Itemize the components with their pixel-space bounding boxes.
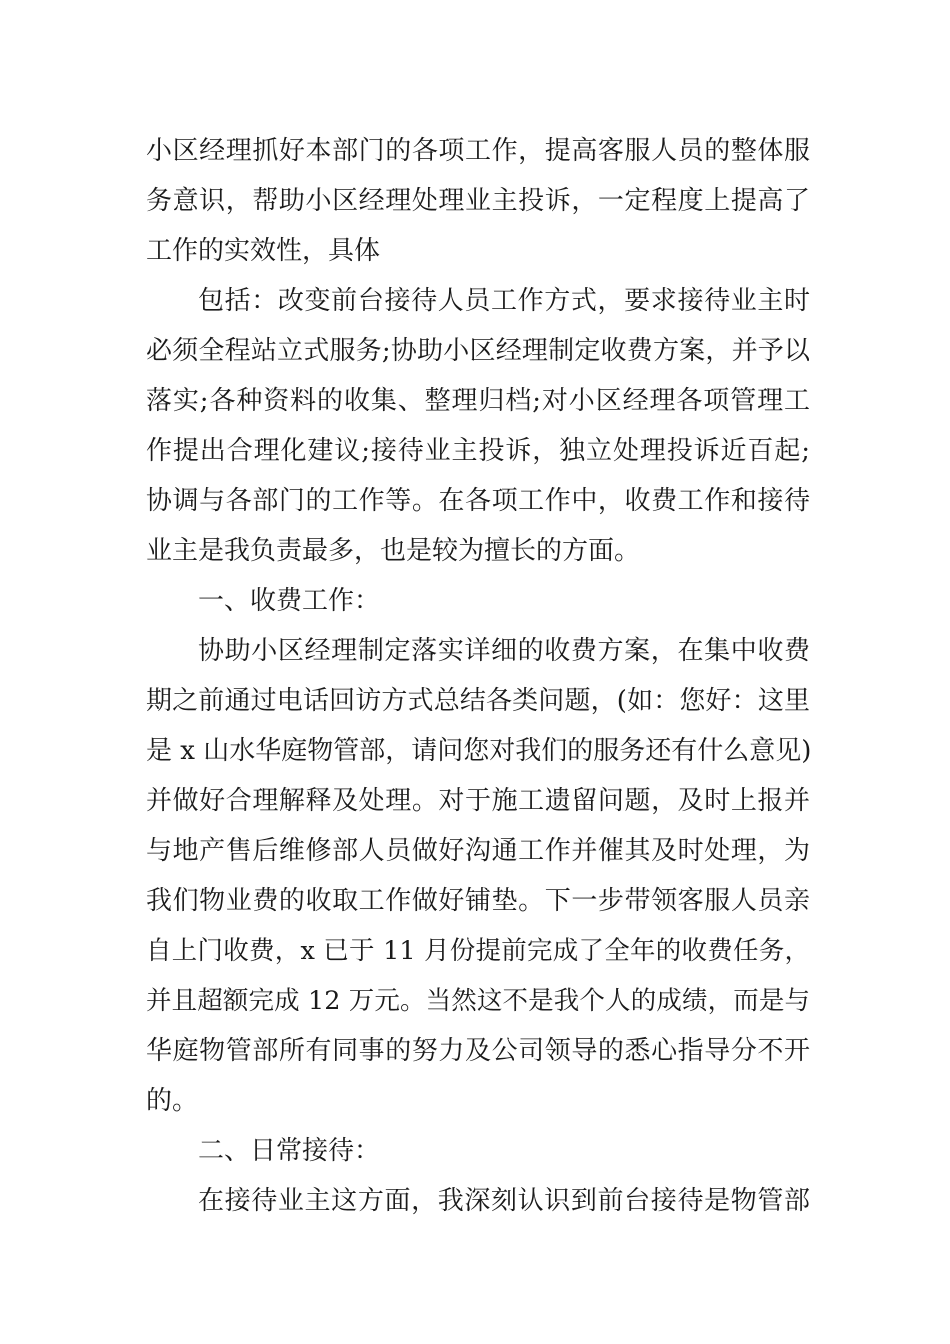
text-line: 协调与各部门的工作等。在各项工作中，收费工作和接待 — [146, 486, 810, 516]
text-line: 华庭物管部所有同事的努力及公司领导的悉心指导分不开 — [146, 1036, 810, 1066]
paragraph-first-line: 协助小区经理制定落实详细的收费方案，在集中收费 — [198, 636, 810, 666]
text-line: 自上门收费，x 已于 11 月份提前完成了全年的收费任务， — [146, 936, 810, 966]
text-line: 作提出合理化建议;接待业主投诉，独立处理投诉近百起; — [146, 436, 810, 466]
text-line: 的。 — [146, 1086, 199, 1116]
document-body — [146, 126, 810, 1226]
text-line: 小区经理抓好本部门的各项工作，提高客服人员的整体服 — [146, 136, 810, 166]
text-line: 我们物业费的收取工作做好铺垫。下一步带领客服人员亲 — [146, 886, 810, 916]
text-line: 业主是我负责最多，也是较为擅长的方面。 — [146, 536, 641, 566]
paragraph-first-line: 包括：改变前台接待人员工作方式，要求接待业主时 — [198, 286, 810, 316]
text-line: 落实;各种资料的收集、整理归档;对小区经理各项管理工 — [146, 386, 810, 416]
section-heading: 一、收费工作： — [198, 586, 381, 616]
text-line: 必须全程站立式服务;协助小区经理制定收费方案，并予以 — [146, 336, 810, 366]
text-line: 务意识，帮助小区经理处理业主投诉，一定程度上提高了 — [146, 186, 810, 216]
text-line: 并且超额完成 12 万元。当然这不是我个人的成绩，而是与 — [146, 986, 810, 1016]
paragraph-first-line: 在接待业主这方面，我深刻认识到前台接待是物管部 — [198, 1186, 810, 1216]
text-line: 期之前通过电话回访方式总结各类问题，(如：您好：这里 — [146, 686, 810, 716]
text-line: 与地产售后维修部人员做好沟通工作并催其及时处理，为 — [146, 836, 810, 866]
text-line: 工作的实效性，具体 — [146, 236, 381, 266]
text-line: 并做好合理解释及处理。对于施工遗留问题，及时上报并 — [146, 786, 810, 816]
text-line: 是 x 山水华庭物管部，请问您对我们的服务还有什么意见) — [146, 736, 812, 766]
section-heading: 二、日常接待： — [198, 1136, 381, 1166]
